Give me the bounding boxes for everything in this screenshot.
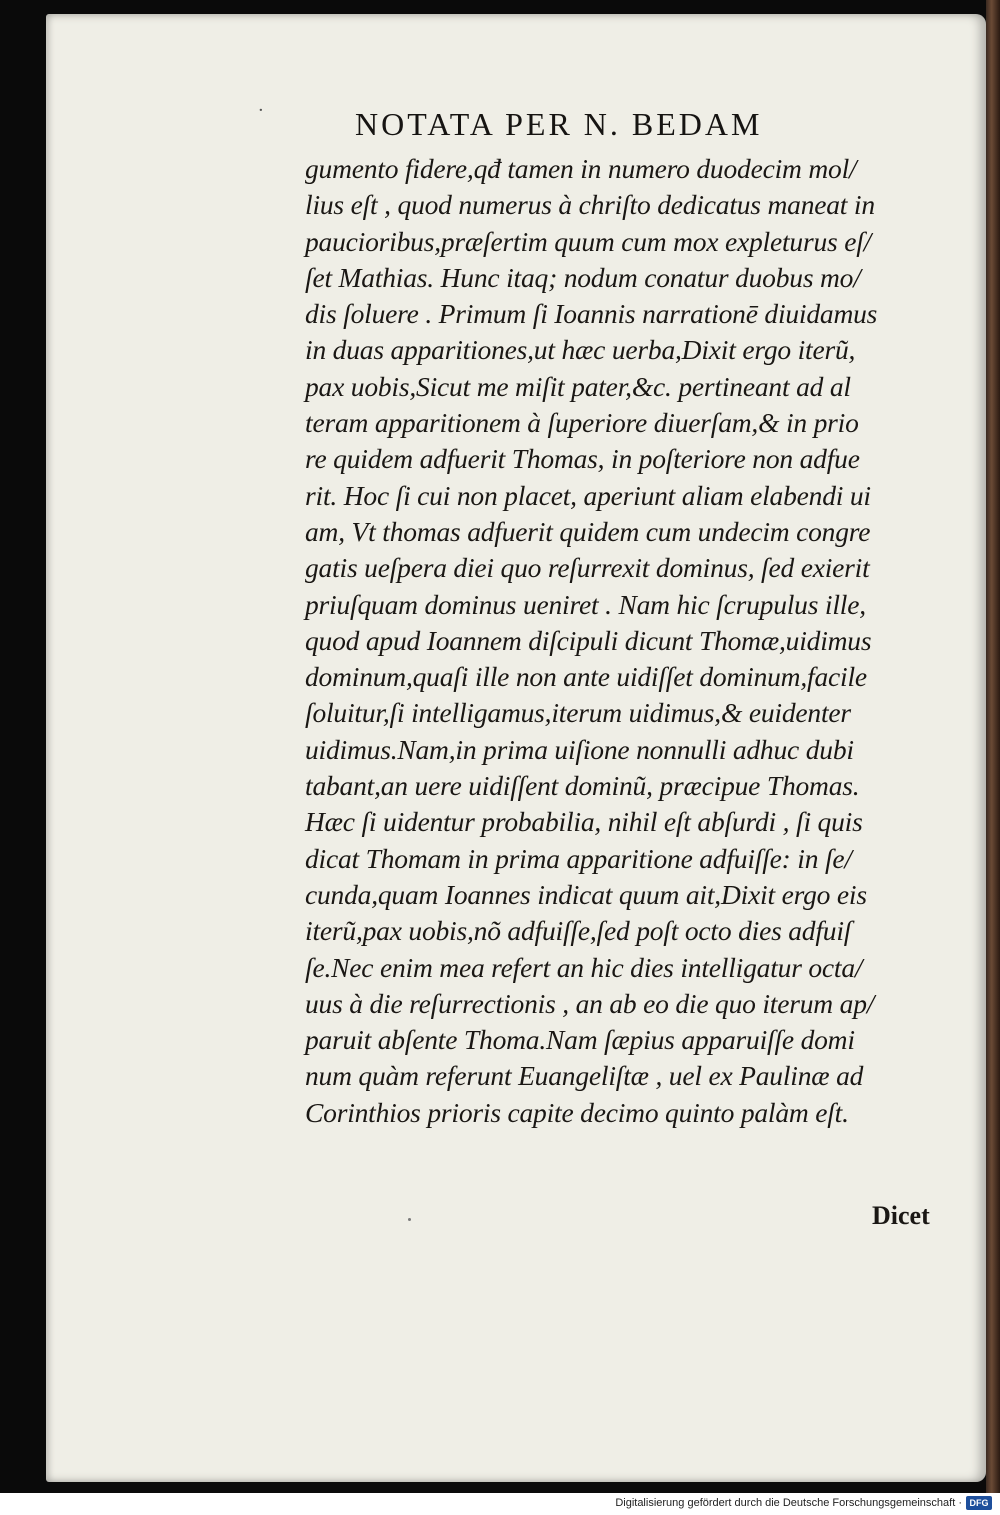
- book-spine-edge: [986, 0, 1000, 1493]
- funding-credit: Digitalisierung gefördert durch die Deutsche Forschungsgemeinschaft ·: [615, 1497, 962, 1509]
- text-line: paruit abſente Thoma.Nam ſæpius apparuiſſe domi: [305, 1024, 855, 1056]
- text-line: ſe.Nec enim mea refert an hic dies intelligatur octa/: [305, 951, 863, 983]
- text-line: uidimus.Nam,in prima uiſione nonnulli adhuc dubi: [305, 733, 854, 765]
- text-line: cunda,quam Ioannes indicat quum ait,Dixit ergo eis: [305, 878, 867, 910]
- text-line: ſoluitur,ſi intelligamus,iterum uidimus,& euidenter: [305, 697, 851, 729]
- text-line: iterũ,pax uobis,nõ adfuiſſe,ſed poſt octo dies adfuiſ: [305, 915, 852, 947]
- text-line: dicat Thomam in prima apparitione adfuiſſe: in ſe/: [305, 842, 852, 874]
- text-line: in duas apparitiones,ut hæc uerba,Dixit ergo iterũ,: [305, 334, 856, 366]
- ink-speck: [408, 1218, 411, 1221]
- text-line: quod apud Ioannem diſcipuli dicunt Thomæ,uidimus: [305, 624, 872, 656]
- page-mark: ·: [258, 100, 264, 121]
- text-line: dis ſoluere . Primum ſi Ioannis narrationē diuidamus: [305, 298, 878, 330]
- text-line: ſet Mathias. Hunc itaq; nodum conatur duobus mo/: [305, 261, 861, 293]
- text-line: teram apparitionem à ſuperiore diuerſam,& in prio: [305, 407, 859, 439]
- text-line: Corinthios prioris capite decimo quinto palàm eſt.: [305, 1096, 849, 1128]
- text-block: [305, 151, 945, 1131]
- text-line: re quidem adfuerit Thomas, in poſteriore non adfue: [305, 443, 860, 475]
- text-line: lius eſt , quod numerus à chriſto dedicatus maneat in: [305, 189, 875, 221]
- text-line: rit. Hoc ſi cui non placet, aperiunt aliam elabendi ui: [305, 479, 871, 511]
- text-line: gumento fidere,qđ tamen in numero duodecim mol/: [305, 153, 857, 184]
- text-line: paucioribus,præſertim quum cum mox expleturus eſ/: [305, 225, 872, 257]
- text-line: am, Vt thomas adfuerit quidem cum undecim congre: [305, 515, 871, 547]
- text-line: pax uobis,Sicut me miſit pater,&c. pertineant ad al: [305, 370, 851, 402]
- text-line: dominum,quaſi ille non ante uidiſſet dominum,facile: [305, 661, 867, 693]
- footer-bar: [0, 1493, 1000, 1515]
- dfg-logo: DFG: [966, 1496, 992, 1510]
- text-line: priuſquam dominus ueniret . Nam hic ſcrupulus ille,: [305, 588, 866, 620]
- text-line: gatis ueſpera diei quo reſurrexit dominus, ſed exierit: [305, 552, 870, 584]
- text-line: tabant,an uere uidiſſent dominũ, præcipue Thomas.: [305, 770, 860, 802]
- text-line: Hæc ſi uidentur probabilia, nihil eſt abſurdi , ſi quis: [305, 806, 863, 838]
- running-head: NOTATA PER N. BEDAM: [355, 106, 763, 142]
- text-line: uus à die reſurrectionis , an ab eo die quo iterum ap/: [305, 987, 875, 1019]
- catchword: Dicet: [872, 1201, 930, 1230]
- text-line: num quàm referunt Euangeliſtæ , uel ex Paulinæ ad: [305, 1060, 864, 1092]
